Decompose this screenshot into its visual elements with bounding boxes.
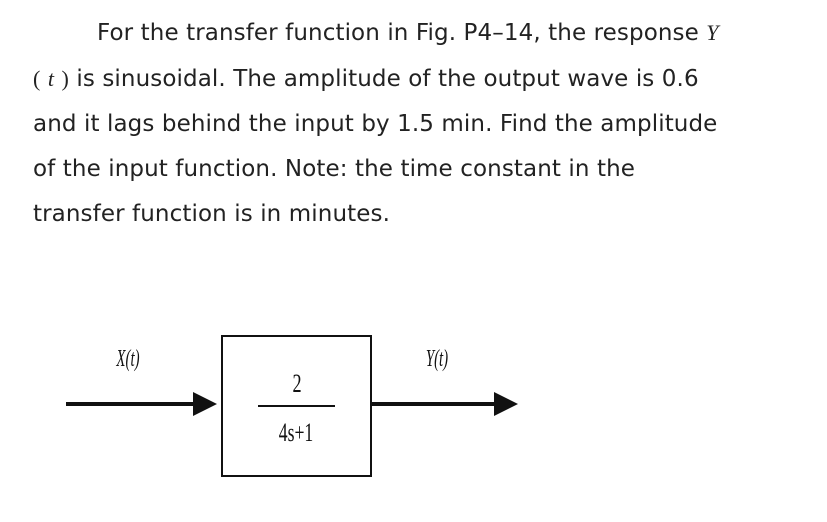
numerator: 2 <box>292 368 302 398</box>
problem-line-5: transfer function is in minutes. <box>33 201 390 227</box>
close-paren: ) <box>61 66 69 91</box>
problem-line-3: and it lags behind the input by 1.5 min. Find the amplitude <box>33 111 718 137</box>
time-variable: t <box>47 66 55 91</box>
problem-text: is sinusoidal. The amplitude of the output wave is 0.6 <box>68 66 699 92</box>
output-label: Y(t) <box>425 345 449 373</box>
open-paren: ( <box>33 66 41 91</box>
problem-line-4: of the input function. Note: the time constant in the <box>33 156 636 182</box>
denominator: 4s+1 <box>278 417 314 447</box>
problem-text: For the transfer function in Fig. P4–14, the response <box>97 20 707 46</box>
input-label: X(t) <box>116 345 140 373</box>
output-variable: Y <box>706 20 719 45</box>
